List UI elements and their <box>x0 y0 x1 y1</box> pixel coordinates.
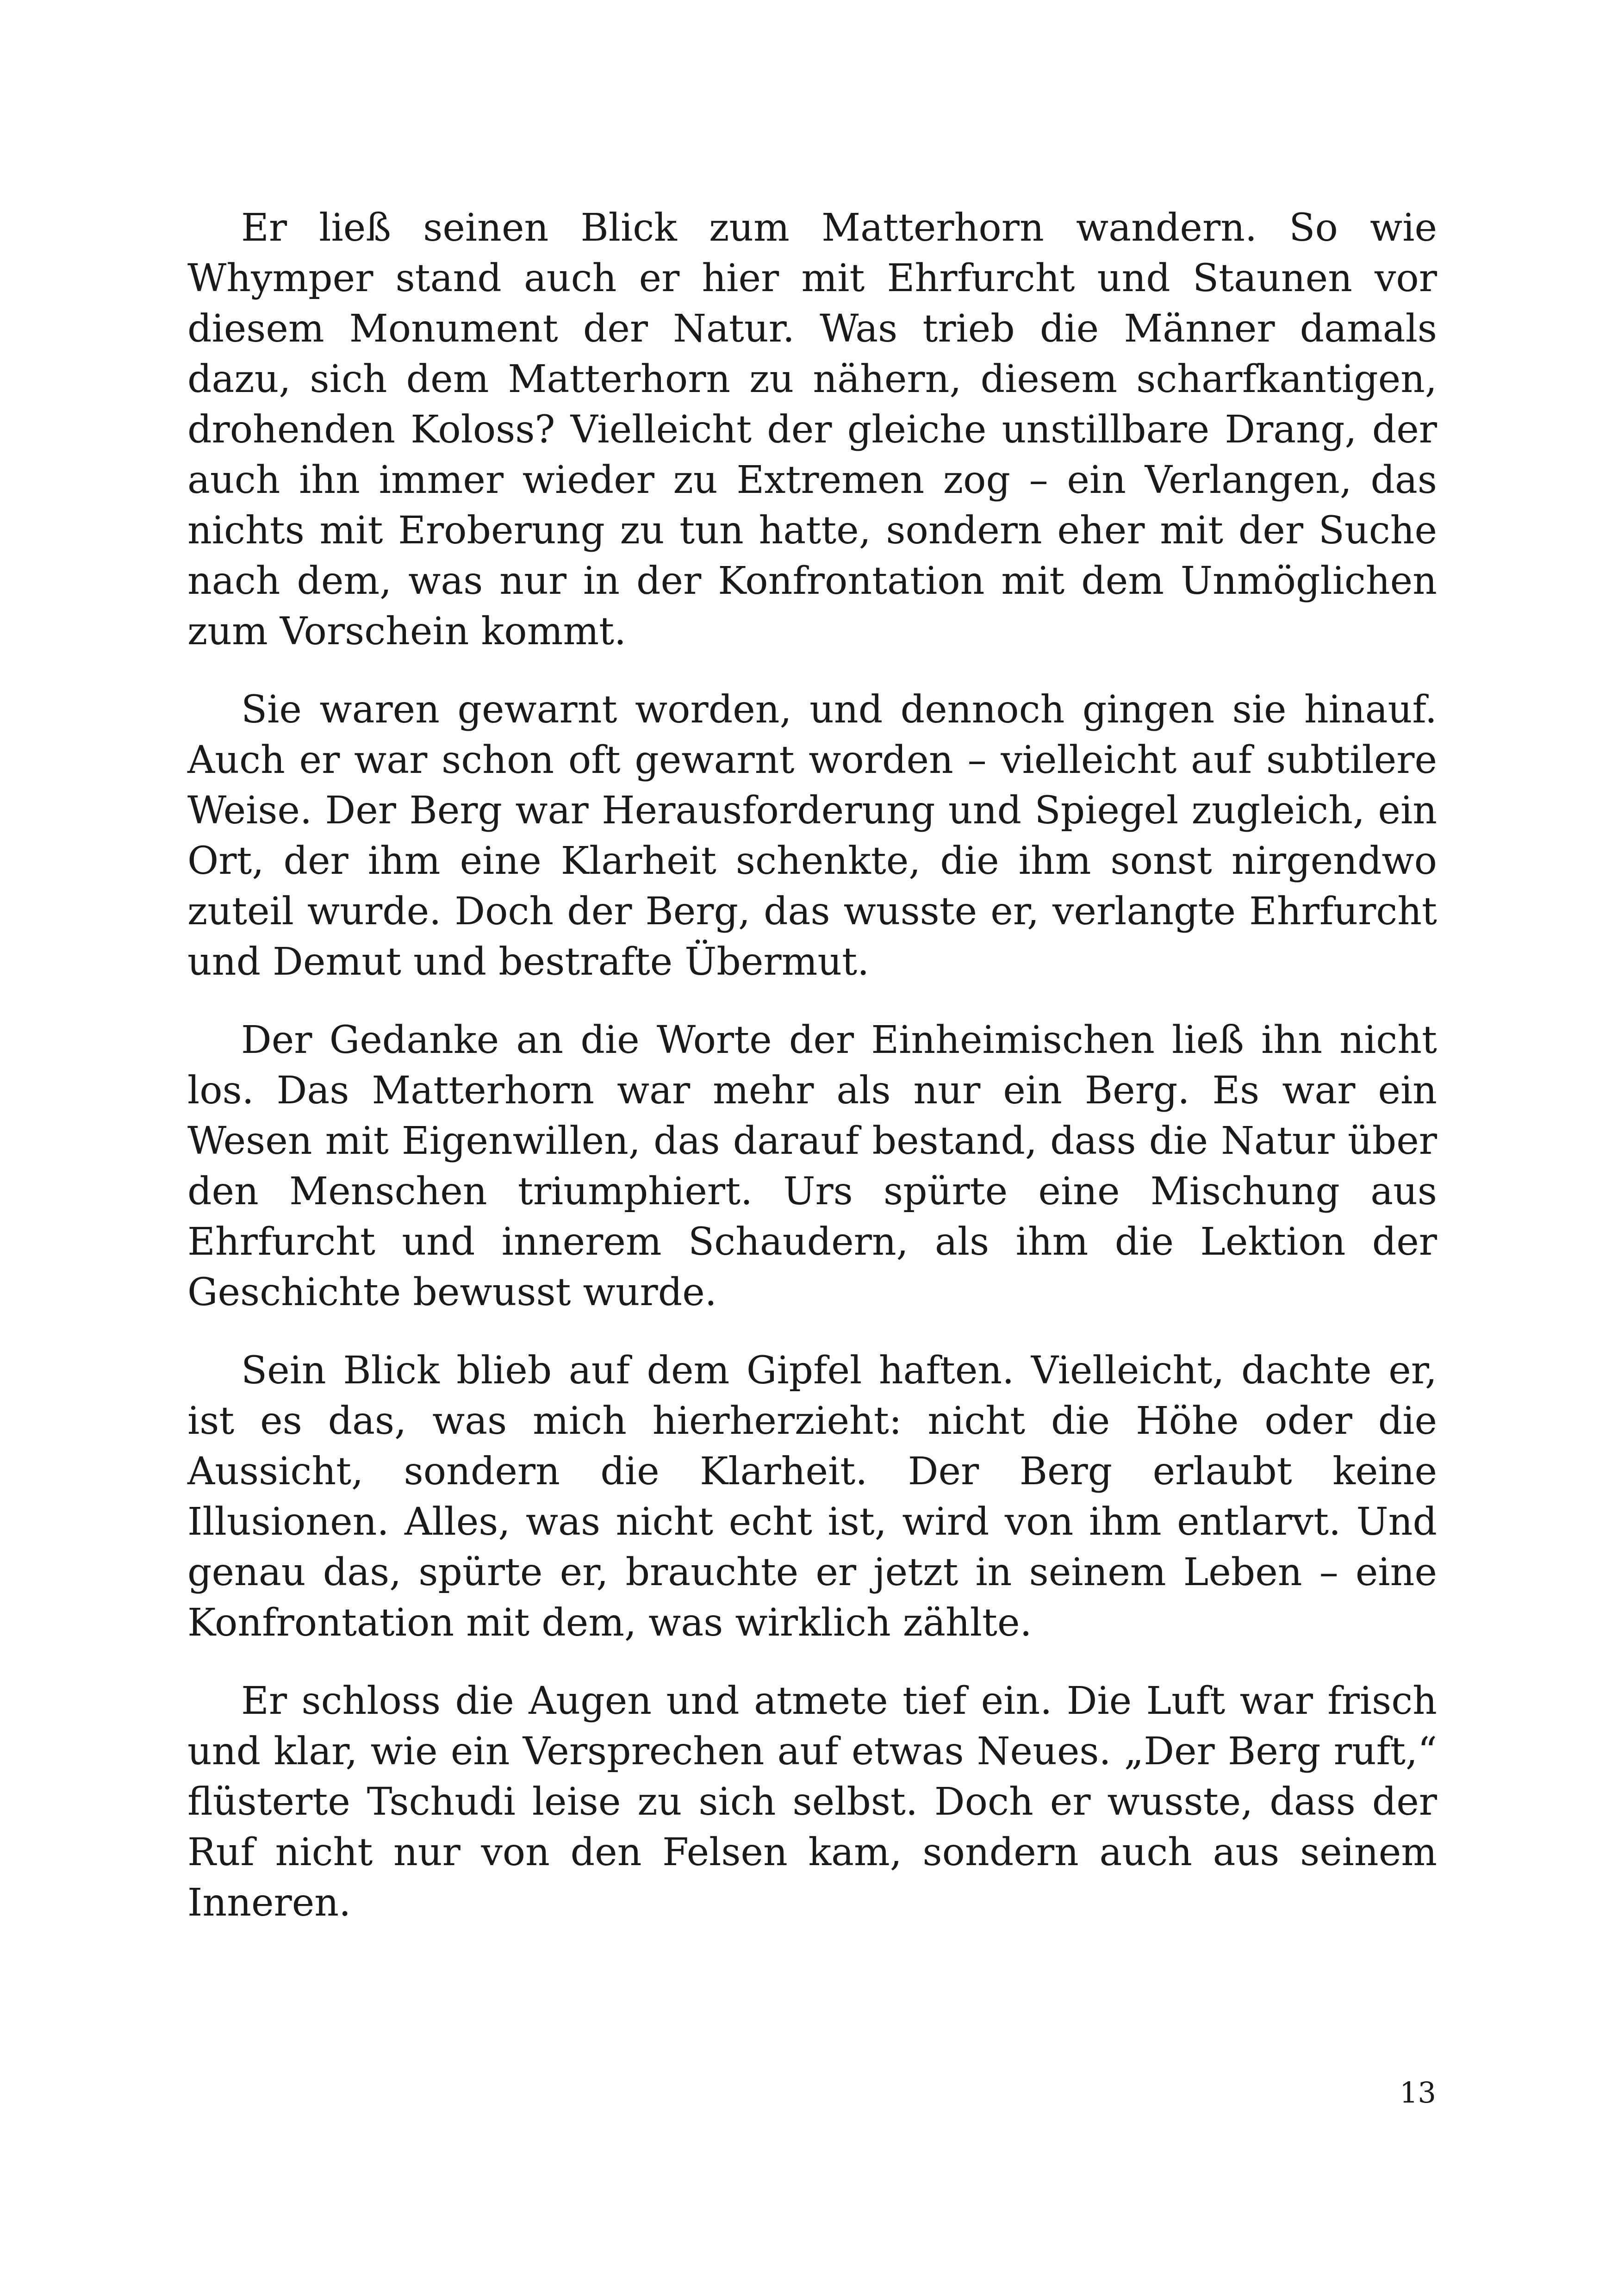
body-text <box>187 203 1437 1956</box>
paragraph-5: Er schloss die Augen und atmete tief ein. Die Luft war frisch und klar, wie ein Versprechen auf etwas Neues. „Der Berg ruft,“ flüsterte Tschudi leise zu sich selbst. Doch er wusste, dass der Ruf nicht nur von den Felsen kam, sondern auch aus seinem Inneren. <box>187 1679 1437 1925</box>
paragraph-1: Er ließ seinen Blick zum Matterhorn wandern. So wie Whymper stand auch er hier mit Ehrfurcht und Staunen vor diesem Monument der Natur. Was trieb die Männer damals dazu, sich dem Matterhorn zu nähern, diesem scharfkantigen, drohenden Koloss? Vielleicht der gleiche unstillbare Drang, der auch ihn immer wieder zu Extremen zog – ein Verlangen, das nichts mit Eroberung zu tun hatte, sondern eher mit der Suche nach dem, was nur in der Konfrontation mit dem Unmöglichen zum Vorschein kommt. <box>187 206 1437 653</box>
paragraph-2: Sie waren gewarnt worden, und dennoch gingen sie hinauf. Auch er war schon oft gewarnt worden – vielleicht auf subtilere Weise. Der Berg war Herausforderung und Spiegel zugleich, ein Ort, der ihm eine Klarheit schenkte, die ihm sonst nirgendwo zuteil wurde. Doch der Berg, das wusste er, verlangte Ehrfurcht und Demut und bestrafte Übermut. <box>187 688 1437 984</box>
paragraph-4: Sein Blick blieb auf dem Gipfel haften. Vielleicht, dachte er, ist es das, was mich hierherzieht: nicht die Höhe oder die Aussicht, sondern die Klarheit. Der Berg erlaubt keine Illusionen. Alles, was nicht echt ist, wird von ihm entlarvt. Und genau das, spürte er, brauchte er jetzt in seinem Leben – eine Konfrontation mit dem, was wirklich zählte. <box>187 1349 1437 1645</box>
page-number: 13 <box>1400 2076 1436 2109</box>
paragraph-3: Der Gedanke an die Worte der Einheimischen ließ ihn nicht los. Das Matterhorn war mehr als nur ein Berg. Es war ein Wesen mit Eigenwillen, das darauf bestand, dass die Natur über den Menschen triumphiert. Urs spürte eine Mischung aus Ehrfurcht und innerem Schaudern, als ihm die Lektion der Geschichte bewusst wurde. <box>187 1018 1437 1314</box>
